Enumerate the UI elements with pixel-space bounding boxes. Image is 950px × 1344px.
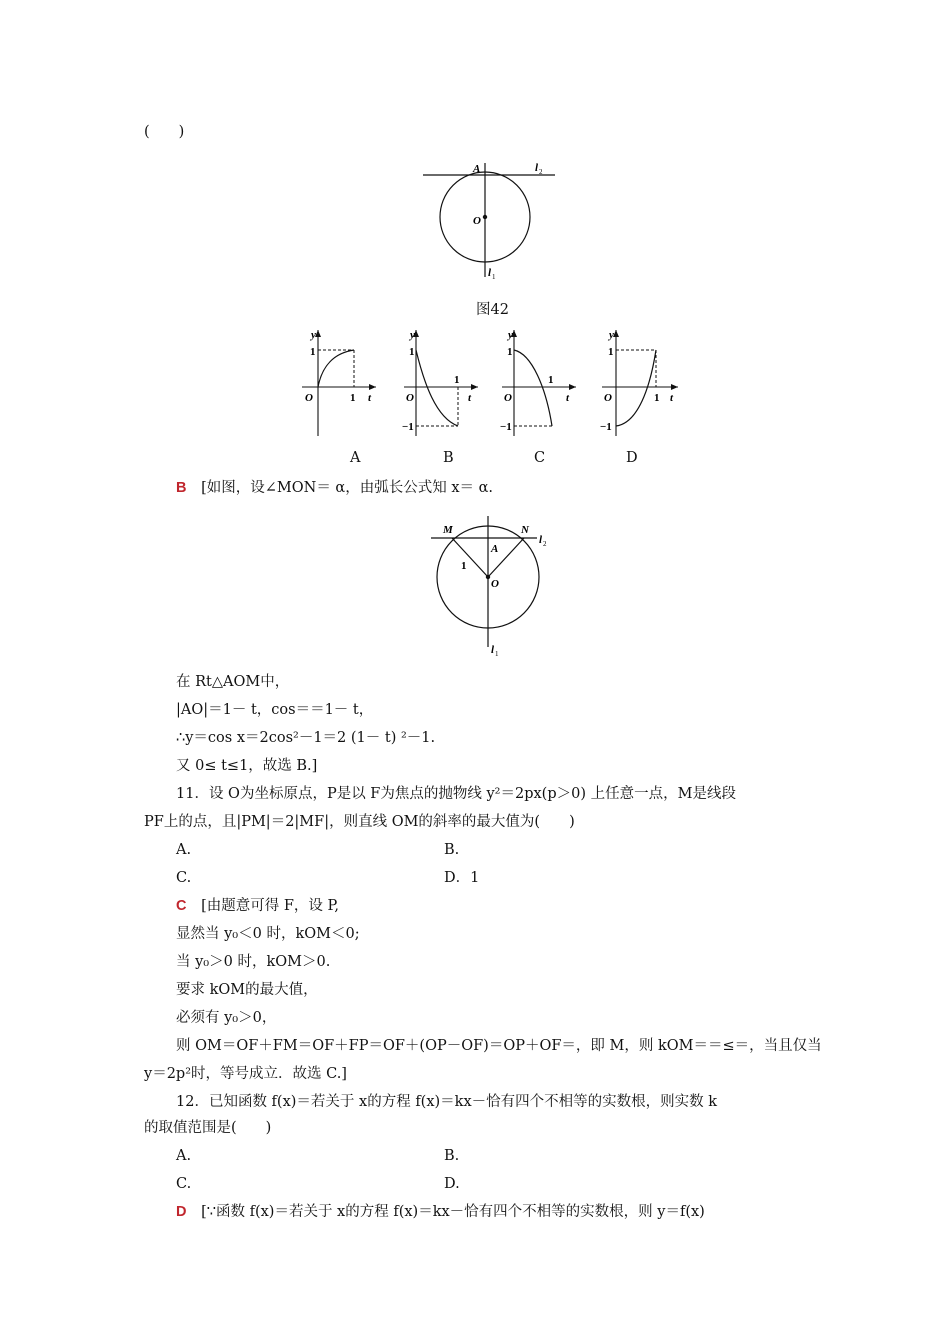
svg-text:1: 1: [495, 650, 499, 658]
option-label-D: D: [626, 450, 638, 466]
option-label-B: B: [443, 450, 454, 466]
label-l1-sub: 1: [492, 273, 496, 281]
q12-option-A: A.: [176, 1148, 192, 1164]
center-dot: [486, 575, 490, 579]
q11-option-B: B.: [444, 842, 460, 858]
option-graph-A: [298, 328, 380, 440]
q10-stem-tail: ( ): [144, 124, 185, 140]
q11-solution-line-1: 显然当 y₀＜0 时，kOM＜0;: [176, 926, 360, 942]
svg-text:t: t: [368, 392, 372, 404]
q10-answer-letter: B: [176, 480, 187, 496]
svg-text:y: y: [410, 329, 415, 341]
svg-text:t: t: [566, 392, 570, 404]
svg-text:O: O: [406, 392, 414, 404]
svg-text:−1: −1: [402, 421, 414, 433]
svg-text:O: O: [491, 578, 499, 590]
q10-answer-line: [176, 478, 493, 498]
svg-text:t: t: [670, 392, 674, 404]
curve-D: [616, 350, 656, 426]
q12-option-C: C.: [176, 1176, 192, 1192]
svg-text:l: l: [539, 534, 543, 546]
q10-solution-line-1: 在 Rt△AOM中，: [176, 674, 290, 690]
svg-text:O: O: [305, 392, 313, 404]
q11-stem-line-1: 11．设 O为坐标原点，P是以 F为焦点的抛物线 y²＝2px(p＞0) 上任意一点，M是线段: [176, 786, 736, 802]
q11-solution-line-4: 必须有 y₀＞0，: [176, 1010, 277, 1026]
q11-option-C: C.: [176, 870, 192, 886]
q11-solution-line-2: 当 y₀＞0 时，kOM＞0.: [176, 954, 331, 970]
q12-stem-line-1: 12．已知函数 f(x)＝若关于 x的方程 f(x)＝kx－恰有四个不相等的实数根，则实数 k: [176, 1094, 718, 1110]
svg-text:1: 1: [608, 346, 614, 358]
q12-stem-line-2: 的取值范围是( ): [144, 1120, 272, 1136]
svg-text:O: O: [604, 392, 612, 404]
q11-solution-line-5: 则 OM＝OF＋FM＝OF＋FP＝OF＋(OP－OF)＝OP＋OF＝，即 M，则 kOM＝＝≤＝，当且仅当: [176, 1038, 822, 1054]
svg-text:O: O: [504, 392, 512, 404]
svg-text:2: 2: [543, 540, 547, 548]
svg-text:1: 1: [454, 374, 460, 386]
svg-text:A: A: [491, 543, 499, 555]
svg-text:y: y: [311, 329, 316, 341]
svg-text:1: 1: [548, 374, 554, 386]
svg-text:−1: −1: [600, 421, 612, 433]
option-graph-D: [598, 328, 680, 440]
label-A: A: [473, 163, 481, 175]
label-l2-sub: 2: [539, 168, 543, 176]
svg-text:1: 1: [507, 346, 513, 358]
q12-option-B: B.: [444, 1148, 460, 1164]
q10-solution-line-4: 又 0≤ t≤1，故选 B.]: [176, 758, 318, 774]
svg-text:1: 1: [654, 392, 660, 404]
q11-solution-line-3: 要求 kOM的最大值，: [176, 982, 318, 998]
q10-solution-line-3: ∴y＝cos x＝2cos²－1＝2 (1－ t) ²－1.: [176, 730, 436, 746]
q12-answer-line: [176, 1202, 705, 1222]
q11-answer-line: [176, 896, 339, 916]
option-graph-B: [402, 328, 484, 440]
curve-C: [514, 350, 552, 426]
q11-option-D: D．1: [444, 870, 480, 886]
svg-text:N: N: [521, 524, 529, 536]
svg-text:1: 1: [461, 560, 467, 572]
center-dot: [483, 215, 487, 219]
figure-42: [415, 155, 575, 290]
figure-42-caption: 图42: [476, 302, 509, 318]
q11-option-A: A.: [176, 842, 192, 858]
svg-text:1: 1: [350, 392, 356, 404]
option-label-A: A: [350, 450, 361, 466]
q11-answer-letter: C: [176, 898, 187, 914]
option-label-C: C: [534, 450, 546, 466]
svg-text:y: y: [508, 329, 513, 341]
option-graph-C: [500, 328, 582, 440]
svg-text:1: 1: [409, 346, 415, 358]
svg-text:−1: −1: [500, 421, 512, 433]
q11-answer-text: [由题意可得 F，设 P,: [201, 898, 339, 914]
q12-answer-text: [∵函数 f(x)＝若关于 x的方程 f(x)＝kx－恰有四个不相等的实数根，则 y＝f(x): [201, 1204, 705, 1220]
svg-text:t: t: [468, 392, 472, 404]
label-O: O: [473, 215, 481, 227]
svg-text:l: l: [491, 644, 495, 656]
q11-solution-line-6: y＝2p²时，等号成立．故选 C.]: [144, 1066, 347, 1082]
q10-answer-text: [如图，设∠MON＝ α，由弧长公式知 x＝ α.: [201, 480, 494, 496]
label-l2: l: [535, 162, 539, 174]
solution-figure: [425, 512, 570, 660]
q11-stem-line-2: PF上的点，且|PM|＝2|MF|，则直线 OM的斜率的最大值为( ): [144, 814, 575, 830]
q12-option-D: D.: [444, 1176, 460, 1192]
label-l1: l: [488, 267, 492, 279]
curve-A: [318, 350, 354, 387]
q12-answer-letter: D: [176, 1204, 187, 1220]
curve-B: [416, 350, 458, 426]
svg-text:y: y: [609, 329, 614, 341]
q10-solution-line-2: |AO|＝1－ t，cos＝＝1－ t，: [176, 702, 374, 718]
svg-text:M: M: [443, 524, 453, 536]
segment-OM: [452, 538, 488, 577]
svg-text:1: 1: [310, 346, 316, 358]
